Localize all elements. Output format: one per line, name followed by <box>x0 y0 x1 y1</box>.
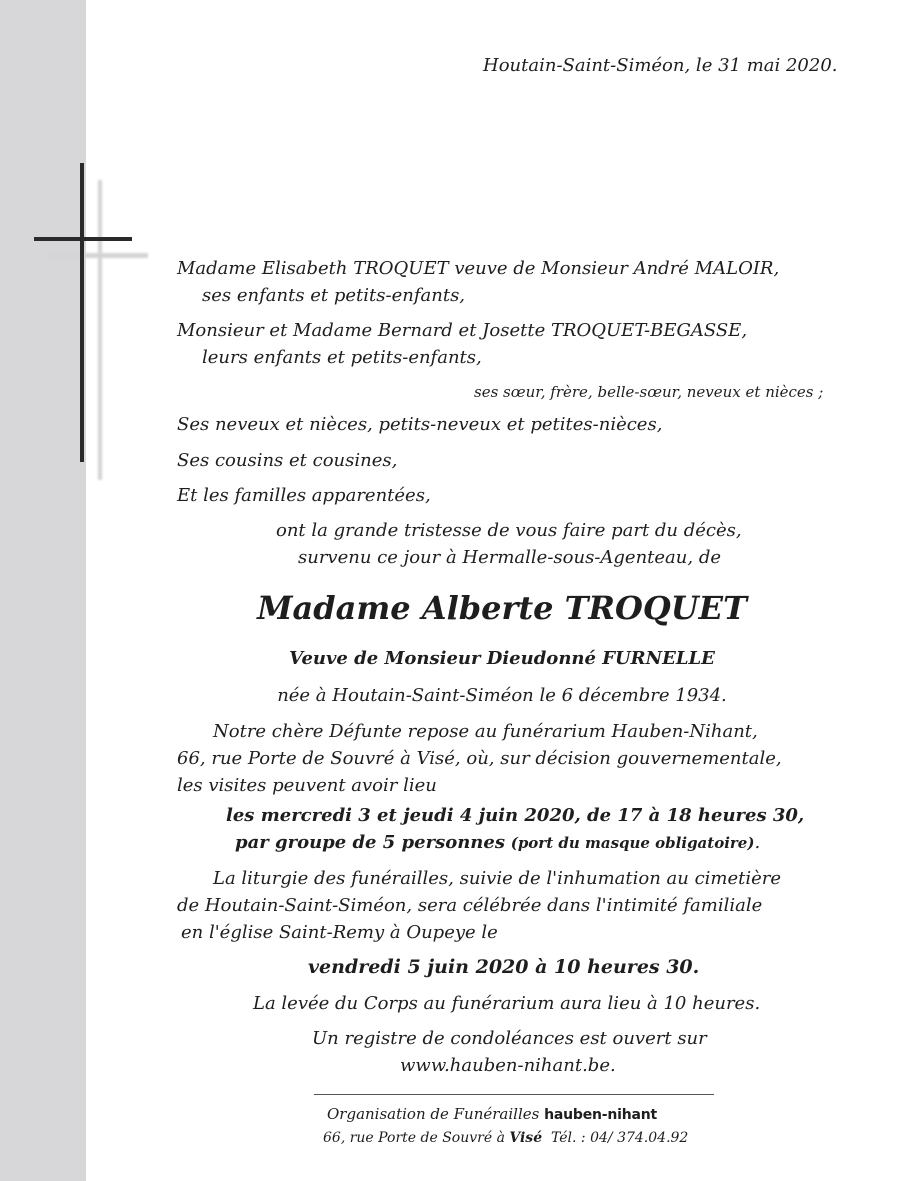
brand-logo: hauben-nihant <box>544 1107 658 1123</box>
family-line: leurs enfants et petits-enfants, <box>202 347 482 368</box>
visitation-dates: les mercredi 3 et jeudi 4 juin 2020, de 17 à 18 heures 30, <box>226 805 805 826</box>
family-line: Monsieur et Madame Bernard et Josette TROQUET-BEGASSE, <box>177 320 748 341</box>
liturgy-line: La liturgie des funérailles, suivie de l'inhumation au cimetière <box>213 868 782 889</box>
levee-line: La levée du Corps au funérarium aura lieu à 10 heures. <box>253 993 761 1014</box>
announcement-line: survenu ce jour à Hermalle-sous-Agenteau, de <box>298 547 721 568</box>
deceased-name: Madame Alberte TROQUET <box>257 589 747 627</box>
family-line: Ses neveux et nièces, petits-neveux et petites-nièces, <box>177 414 663 435</box>
deceased-birth: née à Houtain-Saint-Siméon le 6 décembre 1934. <box>277 685 727 706</box>
family-line: ses enfants et petits-enfants, <box>202 285 466 306</box>
place-date: Houtain-Saint-Siméon, le 31 mai 2020. <box>483 55 838 76</box>
visitation-line: Notre chère Défunte repose au funérarium Hauben-Nihant, <box>213 721 758 742</box>
footer-organisation: Organisation de Funérailles hauben-nihant <box>327 1105 658 1123</box>
family-line: Madame Elisabeth TROQUET veuve de Monsieur André MALOIR, <box>177 258 780 279</box>
visitation-line: 66, rue Porte de Souvré à Visé, où, sur décision gouvernementale, <box>177 748 782 769</box>
announcement-line: ont la grande tristesse de vous faire part du décès, <box>276 520 742 541</box>
footer-divider <box>314 1094 714 1095</box>
liturgy-line: en l'église Saint-Remy à Oupeye le <box>181 922 498 943</box>
visitation-groups: par groupe de 5 personnes (port du masque obligatoire). <box>235 832 761 853</box>
left-gray-band <box>0 0 86 1181</box>
deceased-spouse: Veuve de Monsieur Dieudonné FURNELLE <box>289 648 715 669</box>
registry-url[interactable]: www.hauben-nihant.be. <box>400 1055 616 1076</box>
family-line: ses sœur, frère, belle-sœur, neveux et nièces ; <box>474 383 824 401</box>
funeral-date: vendredi 5 juin 2020 à 10 heures 30. <box>308 956 700 978</box>
footer-address: 66, rue Porte de Souvré à Visé Tél. : 04/ 374.04.92 <box>323 1130 689 1146</box>
visitation-line: les visites peuvent avoir lieu <box>177 775 437 796</box>
family-line: Ses cousins et cousines, <box>177 450 398 471</box>
registry-line: Un registre de condoléances est ouvert sur <box>312 1028 707 1049</box>
liturgy-line: de Houtain-Saint-Siméon, sera célébrée dans l'intimité familiale <box>177 895 763 916</box>
family-line: Et les familles apparentées, <box>177 485 431 506</box>
